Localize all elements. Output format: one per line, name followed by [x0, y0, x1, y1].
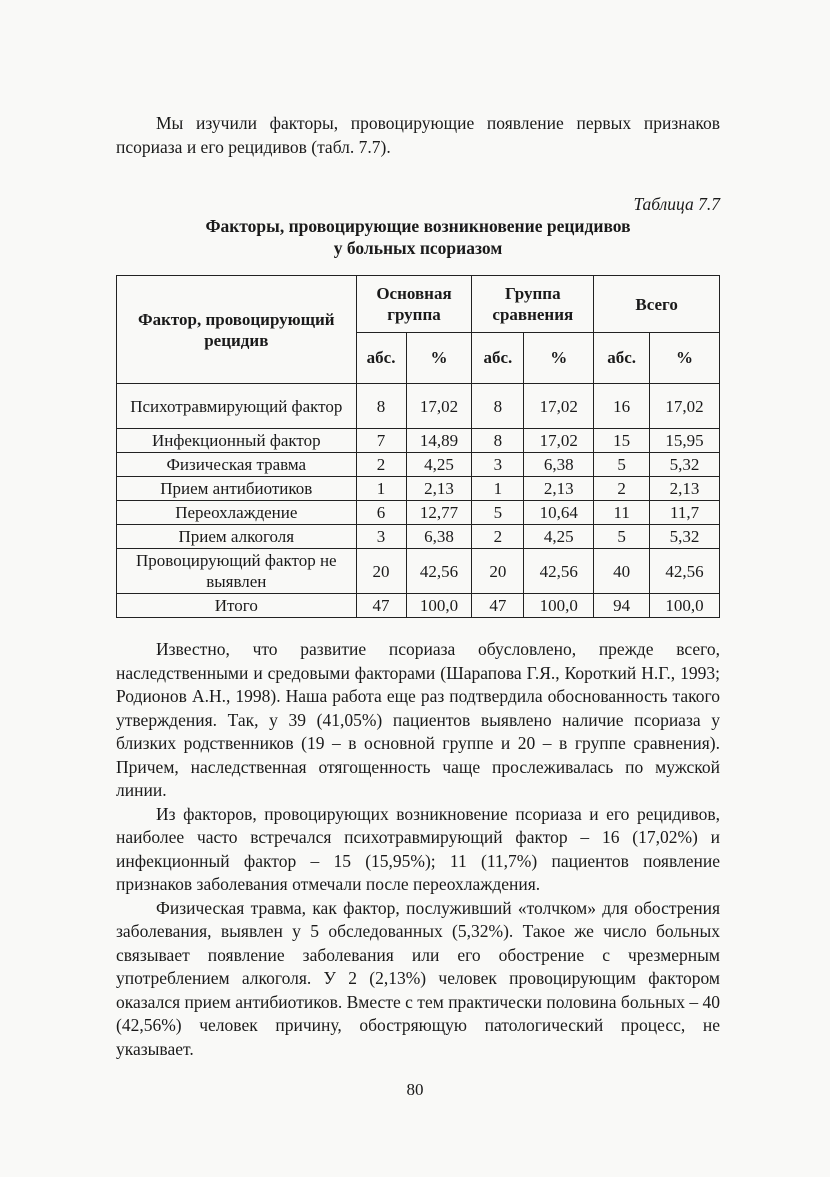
value-cell: 100,0 — [406, 594, 472, 618]
factor-cell: Провоцирующий фактор не выявлен — [117, 549, 357, 594]
value-cell: 5 — [472, 501, 524, 525]
group-header-comparison: Группа сравнения — [472, 276, 594, 333]
value-cell: 8 — [472, 384, 524, 429]
factors-table — [116, 275, 720, 618]
value-cell: 5,32 — [650, 453, 720, 477]
factor-cell: Физическая травма — [117, 453, 357, 477]
value-cell: 3 — [356, 525, 406, 549]
value-cell: 2,13 — [650, 477, 720, 501]
value-cell: 47 — [356, 594, 406, 618]
value-cell: 15 — [594, 429, 650, 453]
value-cell: 42,56 — [650, 549, 720, 594]
value-cell: 6,38 — [406, 525, 472, 549]
value-cell: 40 — [594, 549, 650, 594]
value-cell: 4,25 — [524, 525, 594, 549]
group-header-total: Всего — [594, 276, 720, 333]
body-paragraph: Физическая травма, как фактор, послуживший «толчком» для обострения заболевания, выявлен у 5 обследованных (5,32%). Такое же число больных связывает появление заболевания или его обострение с чрезмерным употреблением алкоголя. У 2 (2,13%) человек провоцирующим фактором оказался прием антибиотиков. Вместе с тем практически половина больных – 40 (42,56%) человек причину, обостряющую патологический процесс, не указывает. — [116, 897, 720, 1059]
factor-cell: Прием антибиотиков — [117, 477, 357, 501]
intro-paragraph: Мы изучили факторы, провоцирующие появление первых признаков псориаза и его рецидивов (табл. 7.7). — [116, 113, 720, 157]
value-cell: 4,25 — [406, 453, 472, 477]
value-cell: 5 — [594, 525, 650, 549]
table-title — [116, 215, 720, 259]
value-cell: 20 — [472, 549, 524, 594]
table-total-row — [117, 594, 720, 618]
value-cell: 17,02 — [524, 384, 594, 429]
value-cell: 17,02 — [524, 429, 594, 453]
value-cell: 14,89 — [406, 429, 472, 453]
value-cell: 15,95 — [650, 429, 720, 453]
value-cell: 2 — [356, 453, 406, 477]
table-row — [117, 477, 720, 501]
value-cell: 2,13 — [406, 477, 472, 501]
table-row — [117, 453, 720, 477]
value-cell: 11,7 — [650, 501, 720, 525]
value-cell: 7 — [356, 429, 406, 453]
value-cell: 8 — [356, 384, 406, 429]
value-cell: 100,0 — [650, 594, 720, 618]
value-cell: 42,56 — [406, 549, 472, 594]
sub-header-pct: % — [650, 333, 720, 384]
table-title-line-2: у больных псориазом — [333, 238, 503, 258]
value-cell: 6 — [356, 501, 406, 525]
sub-header-abs: абс. — [472, 333, 524, 384]
sub-header-pct: % — [406, 333, 472, 384]
value-cell: 16 — [594, 384, 650, 429]
value-cell: 47 — [472, 594, 524, 618]
sub-header-pct: % — [524, 333, 594, 384]
value-cell: 100,0 — [524, 594, 594, 618]
value-cell: 20 — [356, 549, 406, 594]
value-cell: 1 — [472, 477, 524, 501]
page-number: 80 — [406, 1080, 424, 1099]
table-label: Таблица 7.7 — [633, 194, 720, 214]
value-cell: 11 — [594, 501, 650, 525]
factor-cell: Прием алкоголя — [117, 525, 357, 549]
sub-header-abs: абс. — [356, 333, 406, 384]
factor-cell: Итого — [117, 594, 357, 618]
group-header-main: Основная группа — [356, 276, 472, 333]
factor-cell: Психотравмирующий фактор — [117, 384, 357, 429]
value-cell: 2 — [594, 477, 650, 501]
table-row — [117, 501, 720, 525]
factor-cell: Инфекционный фактор — [117, 429, 357, 453]
table-title-line-1: Факторы, провоцирующие возникновение рецидивов — [205, 216, 631, 236]
table-row — [117, 429, 720, 453]
value-cell: 6,38 — [524, 453, 594, 477]
value-cell: 2,13 — [524, 477, 594, 501]
table-row — [117, 525, 720, 549]
table-row — [117, 384, 720, 429]
value-cell: 12,77 — [406, 501, 472, 525]
value-cell: 17,02 — [406, 384, 472, 429]
factor-cell: Переохлаждение — [117, 501, 357, 525]
value-cell: 3 — [472, 453, 524, 477]
body-paragraph: Из факторов, провоцирующих возникновение псориаза и его рецидивов, наиболее часто встречался психотравмирующий фактор – 16 (17,02%) и инфекционный фактор – 15 (15,95%); 11 (11,7%) пациентов появление признаков заболевания отмечали после переохлаждения. — [116, 803, 720, 894]
value-cell: 42,56 — [524, 549, 594, 594]
value-cell: 8 — [472, 429, 524, 453]
value-cell: 94 — [594, 594, 650, 618]
body-paragraph: Известно, что развитие псориаза обусловлено, прежде всего, наследственными и средовыми факторами (Шарапова Г.Я., Короткий Н.Г., 1993; Родионов А.Н., 1998). Наша работа еще раз подтвердила обоснованность такого утверждения. Так, у 39 (41,05%) пациентов выявлено наличие псориаза у близких родственников (19 – в основной группе и 20 – в группе сравнения). Причем, наследственная отягощенность чаще прослеживалась по мужской линии. — [116, 639, 720, 800]
value-cell: 5,32 — [650, 525, 720, 549]
value-cell: 10,64 — [524, 501, 594, 525]
factor-column-header: Фактор, провоцирующий рецидив — [117, 276, 357, 384]
value-cell: 1 — [356, 477, 406, 501]
value-cell: 5 — [594, 453, 650, 477]
sub-header-abs: абс. — [594, 333, 650, 384]
value-cell: 17,02 — [650, 384, 720, 429]
value-cell: 2 — [472, 525, 524, 549]
document-page — [116, 112, 720, 1061]
table-row — [117, 549, 720, 594]
